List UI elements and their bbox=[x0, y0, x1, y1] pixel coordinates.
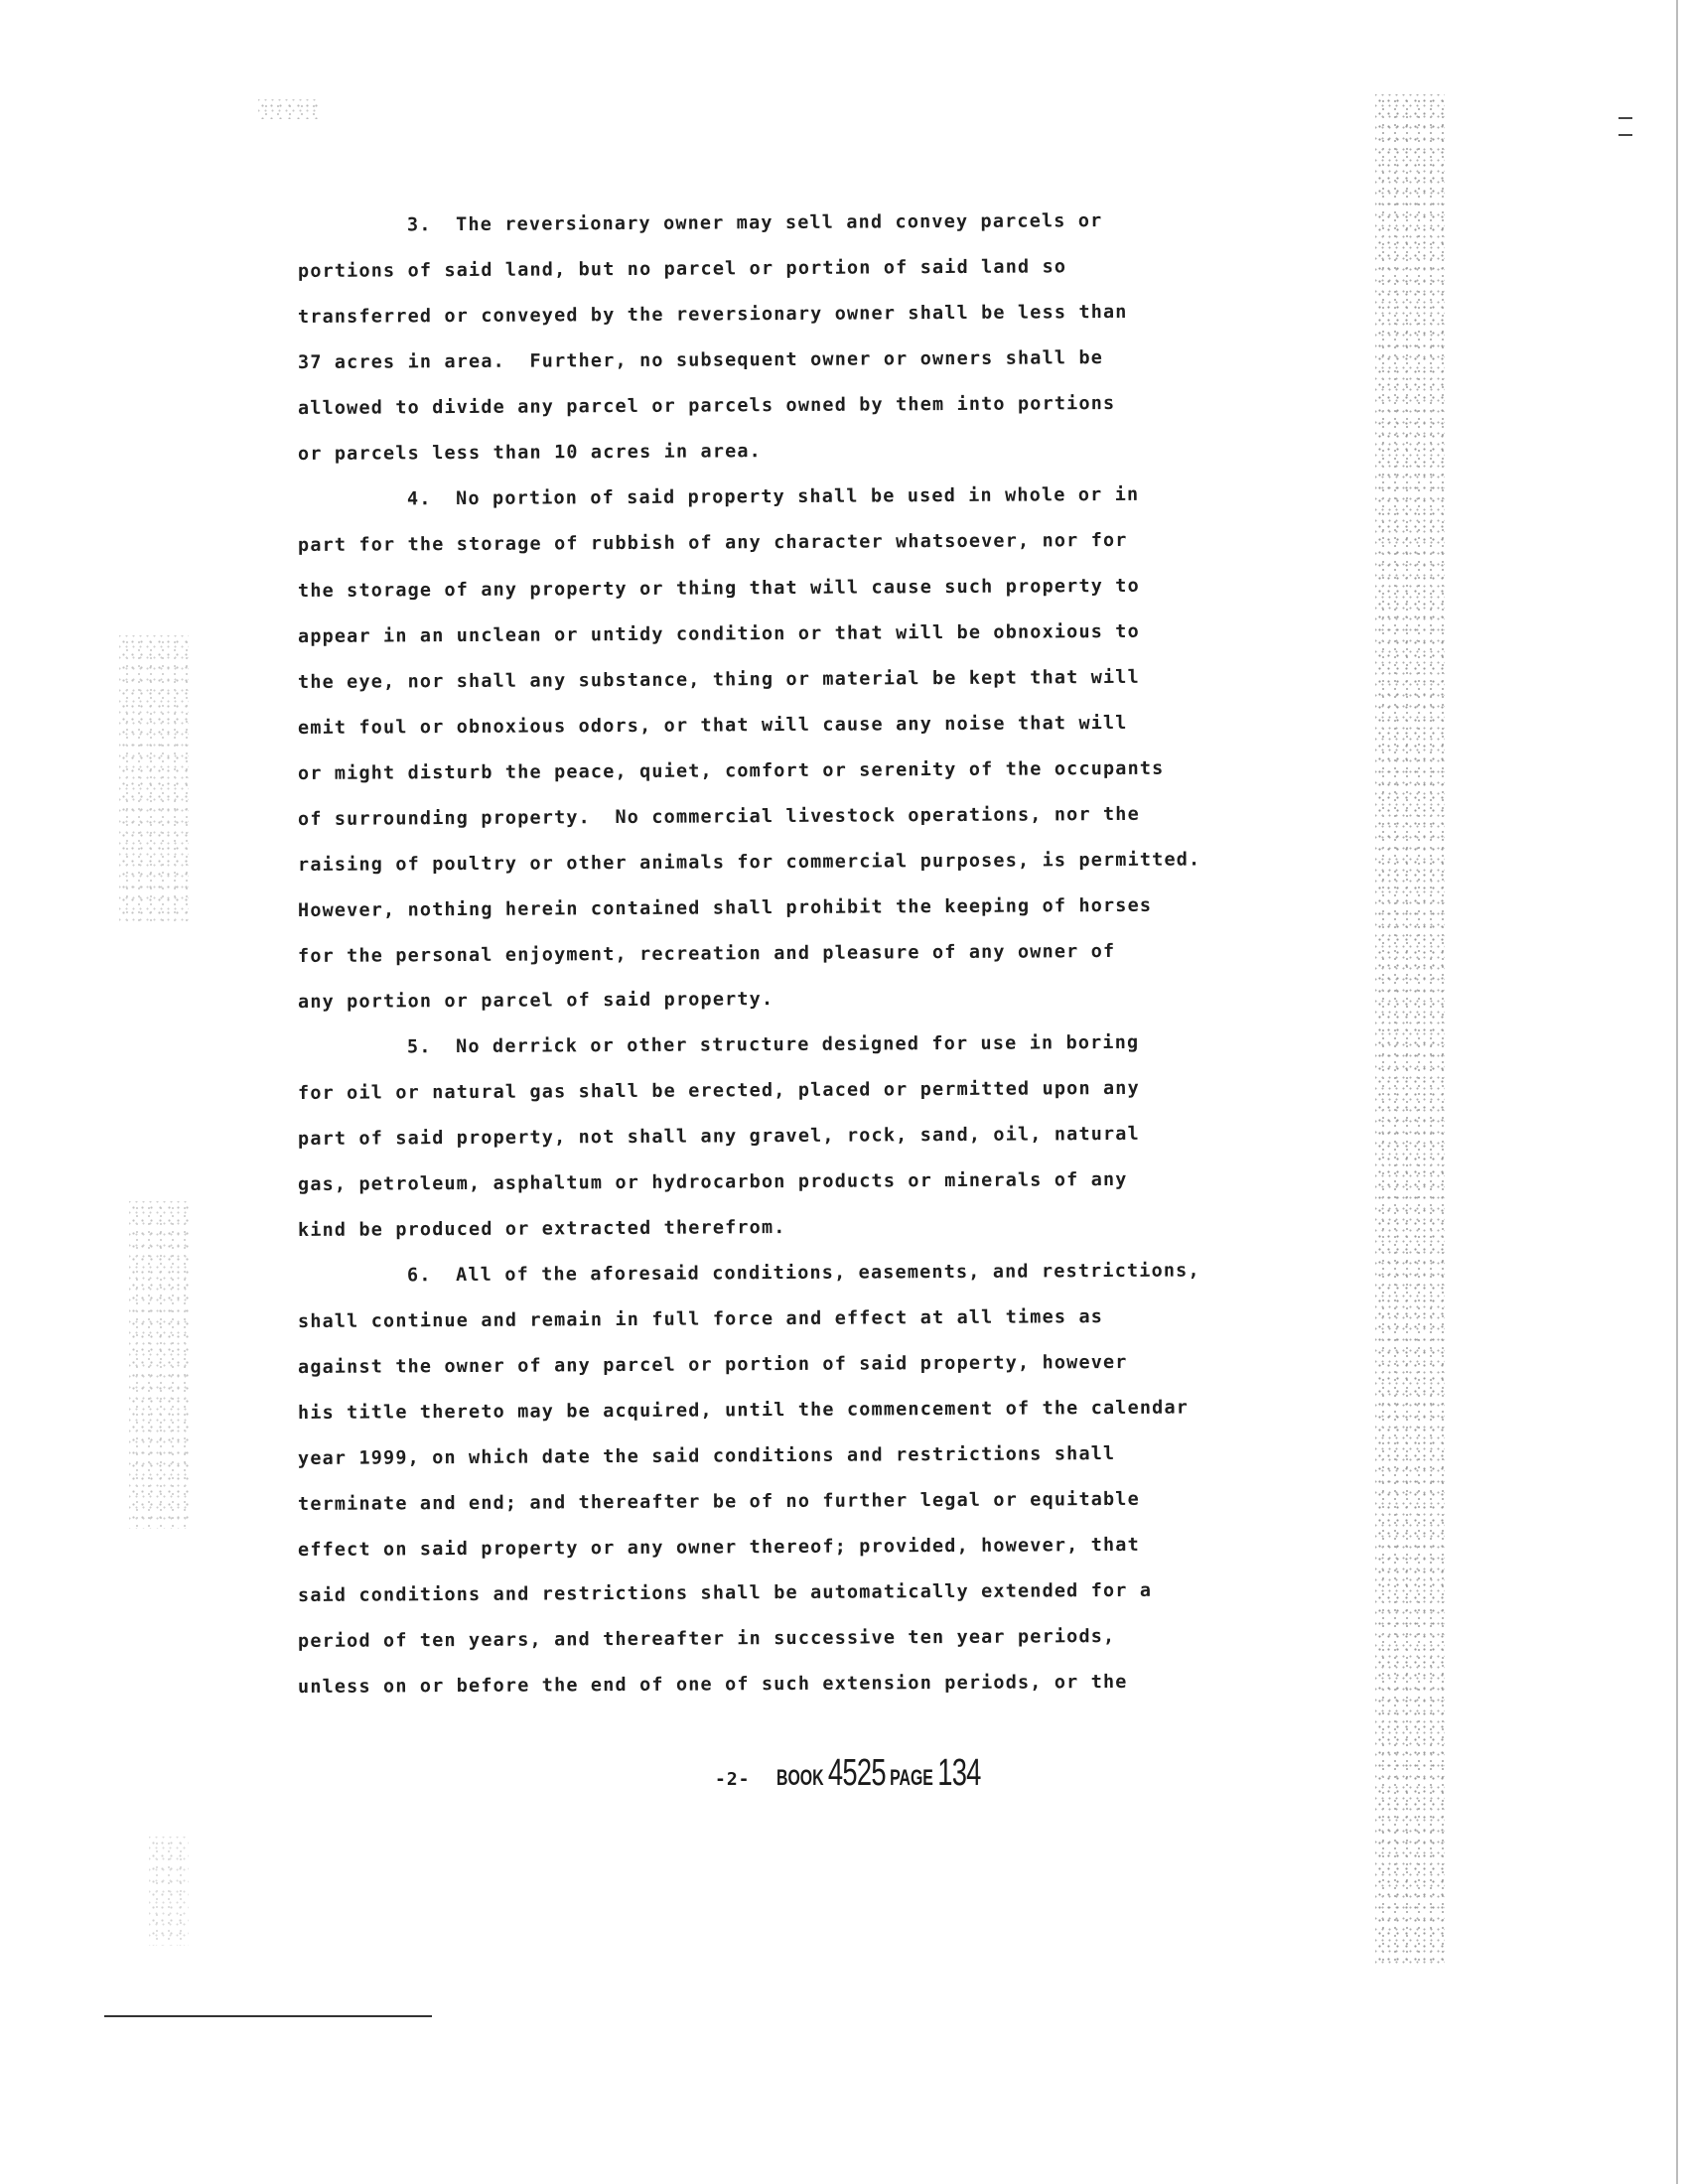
text-line: 37 acres in area. Further, no subsequent owner or owners shall be bbox=[297, 347, 1104, 373]
book-page-stamp bbox=[776, 1752, 981, 1795]
page-number: -2- bbox=[715, 1769, 751, 1790]
scan-page-edge bbox=[1676, 0, 1678, 2184]
scan-speckle-right bbox=[1375, 94, 1445, 1966]
text-line: for the personal enjoyment, recreation and pleasure of any owner of bbox=[297, 940, 1116, 967]
text-line: transferred or conveyed by the reversionary owner shall be less than bbox=[297, 301, 1128, 328]
text-line: year 1999, on which date the said conditions and restrictions shall bbox=[297, 1442, 1116, 1469]
text-line: the eye, nor shall any substance, thing or material be kept that will bbox=[297, 666, 1140, 693]
text-line: unless on or before the end of one of such extension periods, or the bbox=[297, 1671, 1128, 1698]
text-line: said conditions and restrictions shall be automatically extended for a bbox=[297, 1579, 1153, 1606]
text-line: part for the storage of rubbish of any character whatsoever, nor for bbox=[297, 529, 1128, 556]
paragraph-3 bbox=[298, 204, 1350, 478]
text-line: emit foul or obnoxious odors, or that will cause any noise that will bbox=[297, 712, 1128, 739]
scan-mark bbox=[1618, 134, 1632, 136]
scan-edge-line bbox=[104, 2015, 432, 2017]
text-line: any portion or parcel of said property. bbox=[297, 989, 774, 1013]
text-line: of surrounding property. No commercial livestock operations, nor the bbox=[297, 803, 1140, 830]
page-footer bbox=[715, 1752, 1059, 1795]
text-line: or parcels less than 10 acres in area. bbox=[297, 441, 763, 465]
scan-speckle-left bbox=[149, 1837, 189, 1946]
text-line: or might disturb the peace, quiet, comfort or serenity of the occupants bbox=[297, 757, 1165, 784]
text-line: However, nothing herein contained shall prohibit the keeping of horses bbox=[297, 894, 1153, 921]
text-line: 4. No portion of said property shall be used in whole or in bbox=[406, 483, 1140, 510]
text-line: effect on said property or any owner thereof; provided, however, that bbox=[297, 1534, 1140, 1561]
scan-speckle-left bbox=[129, 1201, 189, 1529]
text-line: 6. All of the aforesaid conditions, easements, and restrictions, bbox=[406, 1260, 1200, 1287]
paragraph-6 bbox=[298, 1254, 1350, 1710]
document-body bbox=[298, 204, 1350, 1710]
text-line: terminate and end; and thereafter be of no further legal or equitable bbox=[297, 1488, 1140, 1515]
text-line: gas, petroleum, asphaltum or hydrocarbon products or minerals of any bbox=[297, 1168, 1128, 1195]
book-label: BOOK bbox=[775, 1765, 824, 1790]
text-line: period of ten years, and thereafter in successive ten year periods, bbox=[297, 1625, 1116, 1652]
text-line: shall continue and remain in full force and effect at all times as bbox=[297, 1306, 1104, 1332]
text-line: for oil or natural gas shall be erected, placed or permitted upon any bbox=[297, 1077, 1140, 1104]
text-line: against the owner of any parcel or portion of said property, however bbox=[297, 1351, 1128, 1378]
page-value: 134 bbox=[936, 1752, 981, 1794]
text-line: portions of said land, but no parcel or portion of said land so bbox=[297, 256, 1067, 282]
paragraph-5 bbox=[298, 1025, 1350, 1254]
text-line: the storage of any property or thing that will cause such property to bbox=[297, 575, 1140, 602]
scan-mark bbox=[1618, 117, 1632, 119]
text-line: 3. The reversionary owner may sell and convey parcels or bbox=[406, 210, 1103, 236]
paragraph-4 bbox=[298, 478, 1350, 1025]
text-line: part of said property, not shall any gravel, rock, sand, oil, natural bbox=[297, 1123, 1140, 1150]
text-line: allowed to divide any parcel or parcels owned by them into portions bbox=[297, 392, 1116, 419]
scan-speckle-left bbox=[119, 635, 189, 923]
text-line: raising of poultry or other animals for commercial purposes, is permitted. bbox=[297, 849, 1201, 876]
scan-speckle-top bbox=[258, 99, 318, 119]
text-line: appear in an unclean or untidy condition or that will be obnoxious to bbox=[297, 620, 1140, 647]
text-line: his title thereto may be acquired, until the commencement of the calendar bbox=[297, 1397, 1190, 1424]
text-line: kind be produced or extracted therefrom. bbox=[297, 1216, 786, 1241]
book-number: 4525 bbox=[827, 1752, 886, 1794]
page-label: PAGE bbox=[889, 1765, 933, 1790]
text-line: 5. No derrick or other structure designed for use in boring bbox=[406, 1031, 1140, 1058]
